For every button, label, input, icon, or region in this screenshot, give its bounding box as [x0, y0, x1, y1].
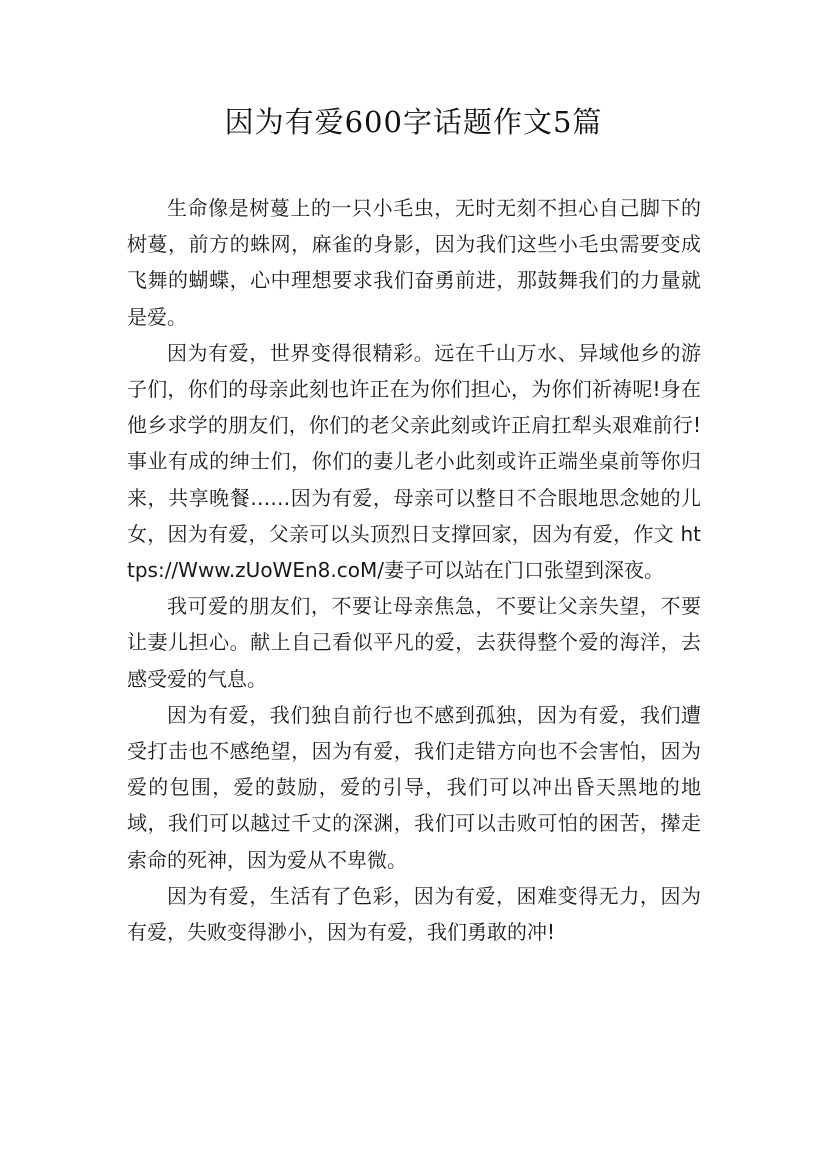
document-title: 因为有爱600字话题作文5篇	[224, 105, 603, 139]
paragraph: 因为有爱，世界变得很精彩。远在千山万水、异域他乡的游子们，你们的母亲此刻也许正在为你们担心，为你们祈祷呢!身在他乡求学的朋友们，你们的老父亲此刻或许正肩扛犁头艰难前行!事业有成的绅士们，你们的妻儿老小此刻或许正端坐桌前等你归来，共享晚餐……因为有爱，母亲可以整日不合眼地思念她的儿女，因为有爱，父亲可以头顶烈日支撑回家，因为有爱，作文 https://Www.zUoWEn8.coM/妻子可以站在门口张望到深夜。	[127, 340, 701, 583]
paragraph: 我可爱的朋友们，不要让母亲焦急，不要让父亲失望，不要让妻儿担心。献上自己看似平凡的爱，去获得整个爱的海洋，去感受爱的气息。	[127, 594, 701, 691]
paragraph: 生命像是树蔓上的一只小毛虫，无时无刻不担心自己脚下的树蔓，前方的蛛网，麻雀的身影，因为我们这些小毛虫需要变成飞舞的蝴蝶，心中理想要求我们奋勇前进，那鼓舞我们的力量就是爱。	[127, 196, 701, 329]
document-body	[127, 190, 701, 950]
paragraph: 因为有爱，生活有了色彩，因为有爱，困难变得无力，因为有爱，失败变得渺小，因为有爱，我们勇敢的冲!	[127, 883, 701, 945]
paragraph: 因为有爱，我们独自前行也不感到孤独，因为有爱，我们遭受打击也不感绝望，因为有爱，我们走错方向也不会害怕，因为爱的包围，爱的鼓励，爱的引导，我们可以冲出昏天黑地的地域，我们可以越过千丈的深渊，我们可以击败可怕的困苦，撵走索命的死神，因为爱从不卑微。	[127, 702, 701, 872]
